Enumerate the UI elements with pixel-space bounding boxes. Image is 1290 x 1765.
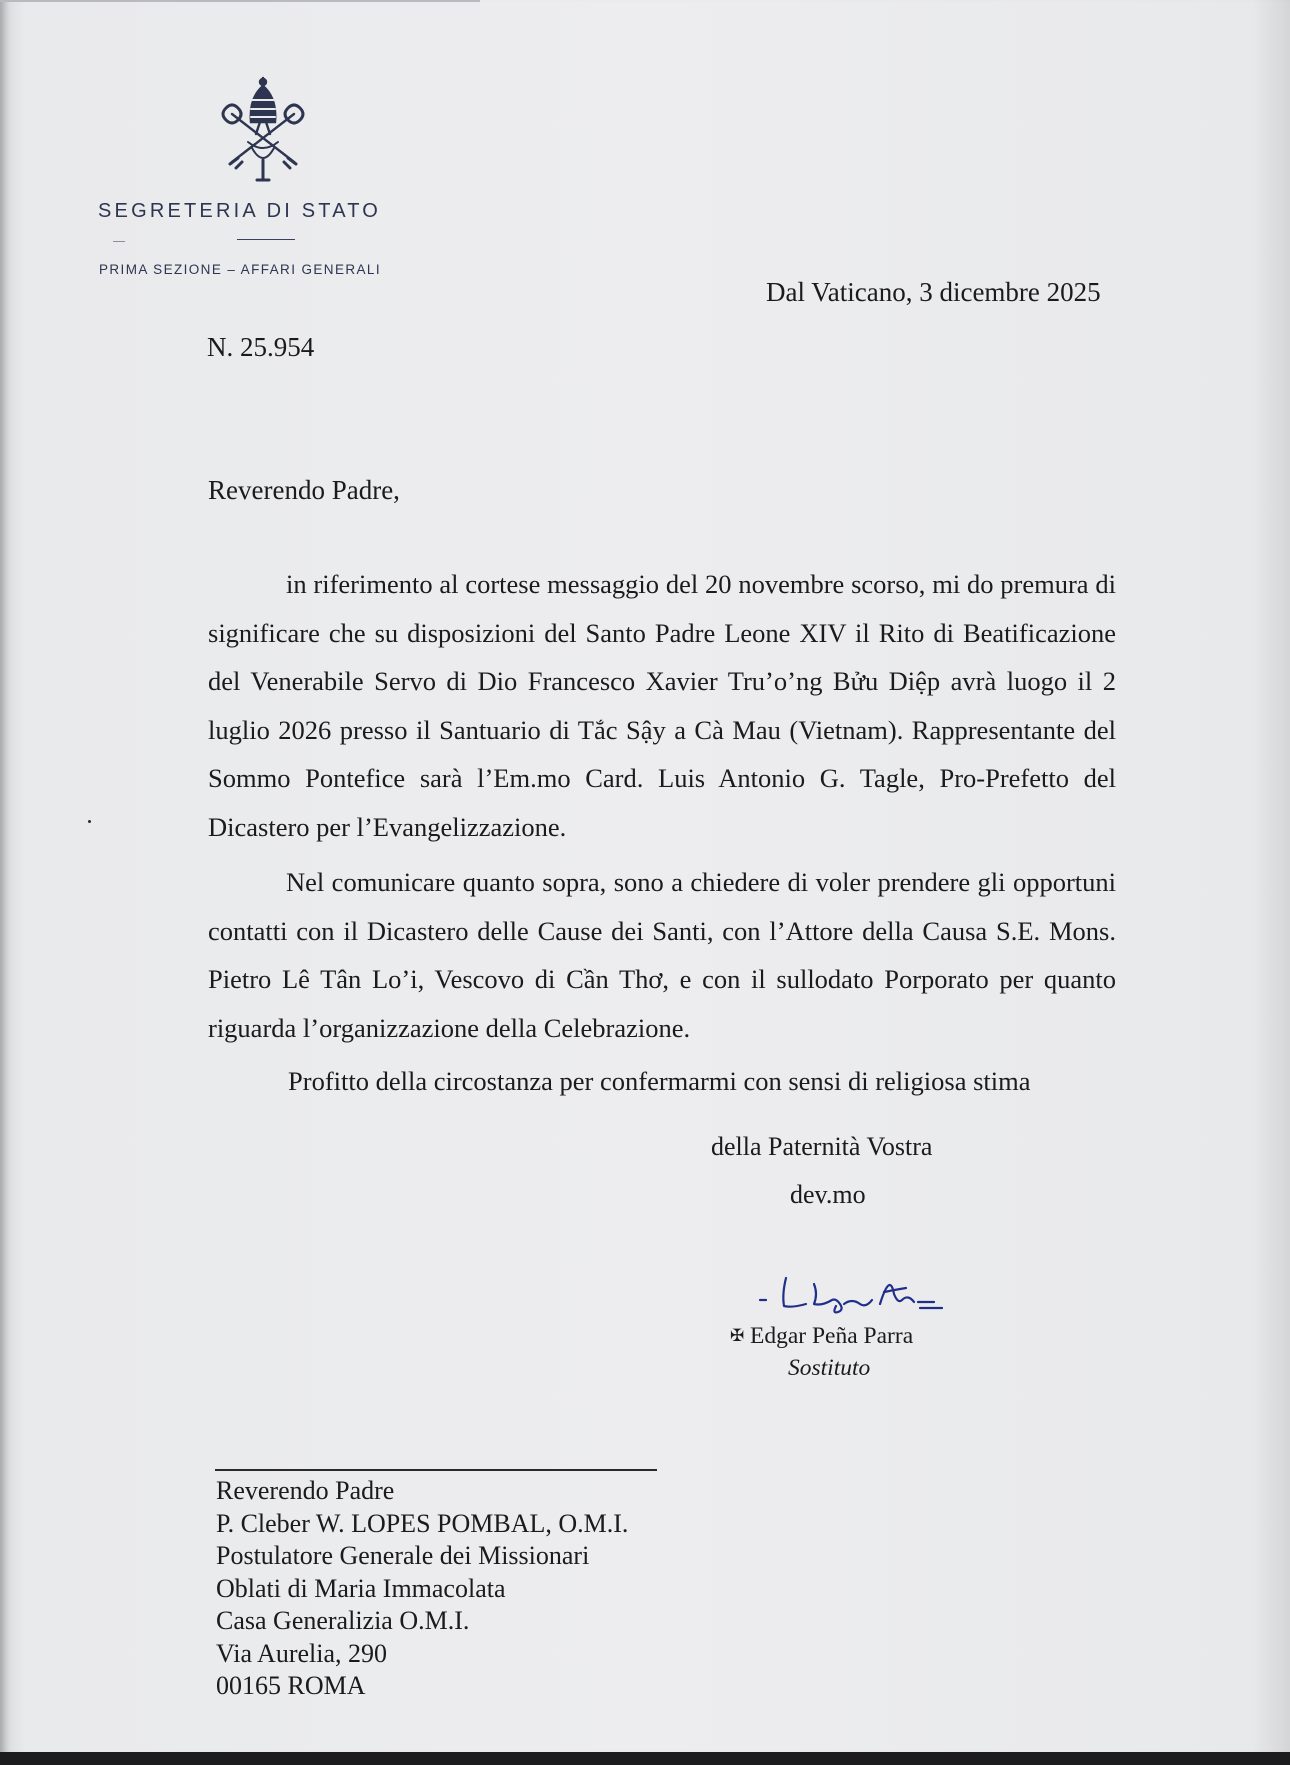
recipient-line: Casa Generalizia O.M.I. [216,1606,470,1635]
protocol-number: N. 25.954 [207,332,315,362]
letter-date: Dal Vaticano, 3 dicembre 2025 [766,277,1101,307]
episcopal-cross-icon: ✠ [730,1326,745,1345]
body-paragraph-2: Nel comunicare quanto sopra, sono a chiedere di voler prendere gli opportuni contatti con il Dicastero delle Cause dei Santi, con l’Attore della Causa S.E. Mons. Pietro Lê Tân Lo’i, Vescovo di Cần Thơ, e con il sullodato Porporato per quanto riguarda l’organizzazione della Celebrazione. [208,867,1116,1043]
letterhead-subtitle: PRIMA SEZIONE – AFFARI GENERALI [99,262,381,277]
closing-formula: Profitto della circostanza per confermarmi con sensi di religiosa stima [288,1066,1031,1096]
recipient-line: P. Cleber W. LOPES POMBAL, O.M.I. [216,1508,629,1538]
recipient-line: Reverendo Padre [216,1476,395,1505]
salutation: Reverendo Padre, [208,475,400,505]
body-paragraph-1: in riferimento al cortese messaggio del 20 novembre scorso, mi do premura di significare che su disposizioni del Santo Padre Leone XIV il Rito di Beatificazione del Venerabile Servo di Dio Francesco Xavier Tru’o’ng Bửu Diệp avrà luogo il 2 luglio 2026 presso il Santuario di Tắc Sậy a Cà Mau (Vietnam). Rappresentante del Sommo Pontefice sarà l’Em.mo Card. Luis Antonio G. Tagle, Pro-Prefetto del Dicastero per l’Evangelizzazione. [208,569,1116,842]
signoff-line-1: della Paternità Vostra [711,1132,933,1161]
page-top-edge [0,0,480,2]
signer-name [730,1323,913,1350]
recipient-line: Postulatore Generale dei Missionari [216,1541,590,1570]
signer-title: Sostituto [788,1355,871,1381]
signoff-line-2: dev.mo [790,1180,866,1209]
letterhead-tick-mark [113,241,125,242]
recipient-line: Via Aurelia, 290 [216,1638,388,1668]
signer-name-text: Edgar Peña Parra [750,1323,914,1349]
scan-bottom-edge [0,1752,1290,1765]
paper-speck [88,820,91,823]
recipient-line: 00165 ROMA [216,1671,366,1700]
handwritten-signature-icon [752,1264,972,1324]
papal-keys-emblem-icon [218,76,308,186]
recipient-divider [215,1469,657,1471]
recipient-line: Oblati di Maria Immacolata [216,1573,506,1603]
letterhead-title: SEGRETERIA DI STATO [98,200,382,222]
letterhead-divider [237,239,295,240]
recipient-address [216,1475,628,1703]
